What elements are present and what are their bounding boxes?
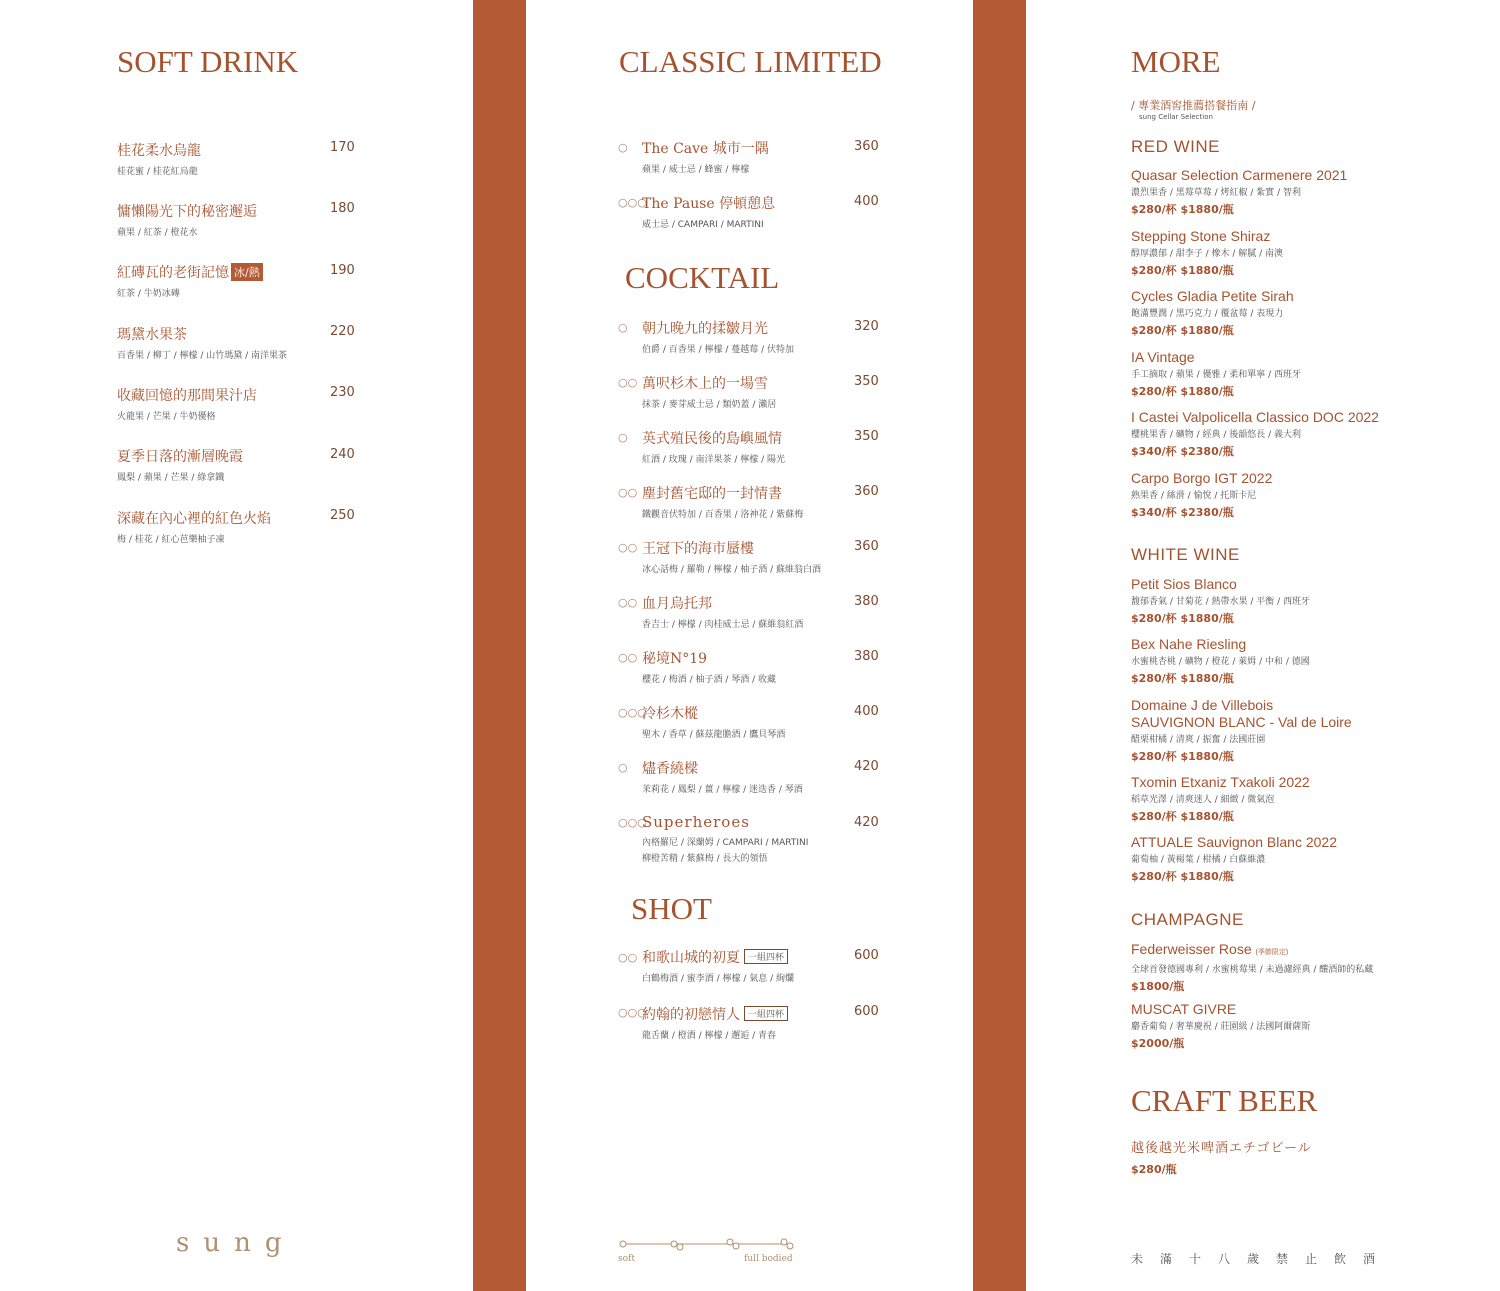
item-name: 約翰的初戀情人 [642,1007,740,1023]
item-name: 冷杉木樅 [642,706,698,722]
item-name: 朝九晚九的揉皺月光 [642,321,768,337]
item-name: Superheroes [642,813,750,831]
item-name: 萬呎杉木上的一場雪 [642,376,768,392]
item-name: The Cave 城市一隅 [642,141,769,157]
menu-item [117,508,271,545]
wine-name: I Castei Valpolicella Classico DOC 2022 [1131,409,1379,425]
menu-item [642,813,808,864]
wine-name: ATTUALE Sauvignon Blanc 2022 [1131,834,1337,850]
more-subtitle: / 專業酒窖推薦搭餐指南 / [1131,99,1256,112]
wine-item [1131,1001,1310,1051]
item-desc: 威士忌 / CAMPARI / MARTINI [642,220,764,230]
legend-soft-label: soft [618,1254,635,1264]
item-name: 和歌山城的初夏 [642,950,740,966]
wine-price: $280/杯 $1880/瓶 [1131,672,1234,685]
hot-cold-badge: 冰/熱 [231,263,263,281]
wine-desc: 濃烈果香 / 黑莓草莓 / 烤紅椒 / 紮實 / 智利 [1131,188,1302,198]
item-price: 360 [854,539,879,554]
more-subtitle-en: sung Cellar Selection [1139,113,1213,121]
item-name: 瑪黛水果茶 [117,327,187,343]
item-desc: 聖木 / 香草 / 蘇茲龍膽酒 / 鷹貝琴酒 [642,730,786,740]
body-marker-icon: ○○ [618,376,638,389]
item-desc: 火龍果 / 芒果 / 牛奶優格 [117,412,216,422]
item-name: 收藏回憶的那間果汁店 [117,388,257,404]
classic-limited-title: CLASSIC LIMITED [619,44,882,79]
cocktail-title: COCKTAIL [625,260,780,295]
white-wine-title: WHITE WINE [1131,545,1240,564]
wine-price: $280/杯 $1880/瓶 [1131,870,1234,883]
wine-item [1131,349,1301,399]
menu-item [642,703,785,740]
wine-desc: 麝香葡萄 / 奢華慶祝 / 莊園級 / 法國阿爾薩斯 [1131,1022,1311,1032]
item-name: 慵懶陽光下的秘密邂逅 [117,204,257,220]
wine-item [1131,941,1373,994]
beer-name: 越後越光米啤酒エチゴビール [1131,1141,1312,1156]
item-price: 600 [854,948,879,963]
wine-item [1131,288,1294,338]
body-scale-legend [618,1236,798,1266]
item-price: 350 [854,374,879,389]
item-name: 桂花柔水烏龍 [117,143,201,159]
wine-desc: 水蜜桃杏桃 / 礦物 / 橙花 / 萊姆 / 中和 / 德國 [1131,657,1310,667]
item-desc: 紅茶 / 牛奶冰磚 [117,289,180,299]
item-price: 360 [854,484,879,499]
item-name: 深藏在內心裡的紅色火焰 [117,511,271,527]
beer-item [1131,1137,1312,1177]
divider-band-right [973,0,1026,1291]
body-marker-icon: ○ [618,431,628,444]
menu-item [642,538,821,575]
item-name: 英式殖民後的島嶼風情 [642,431,782,447]
item-price: 420 [854,759,879,774]
wine-price: $280/杯 $1880/瓶 [1131,324,1234,337]
wine-name: IA Vintage [1131,349,1195,365]
wine-name-line2: SAUVIGNON BLANC - Val de Loire [1131,714,1352,730]
craft-beer-title: CRAFT BEER [1131,1083,1318,1118]
menu-item [117,201,257,238]
item-desc: 冰心話梅 / 羅勒 / 檸檬 / 柚子酒 / 蘇維翁白酒 [642,565,822,575]
item-price: 400 [854,704,879,719]
body-marker-icon: ○○ [618,651,638,664]
item-name: The Pause 停頓憩息 [642,196,776,212]
item-desc: 櫻花 / 梅酒 / 柚子酒 / 琴酒 / 收藏 [642,675,777,685]
menu-item [117,140,201,177]
wine-name: Stepping Stone Shiraz [1131,228,1271,244]
body-scale-line-icon [618,1236,798,1254]
wine-desc: 飽滿豐潤 / 黑巧克力 / 覆盆莓 / 表現力 [1131,309,1284,319]
menu-item [117,262,263,299]
item-desc: 蘋果 / 紅茶 / 橙花水 [117,228,198,238]
item-desc: 白鶴梅酒 / 蜜李酒 / 檸檬 / 氣息 / 絢爛 [642,974,795,984]
wine-name: Bex Nahe Riesling [1131,636,1247,652]
item-price: 350 [854,429,879,444]
wine-desc: 熟果香 / 絲滑 / 愉悅 / 托斯卡尼 [1131,491,1257,501]
wine-item [1131,167,1347,217]
item-price: 360 [854,139,879,154]
item-price: 400 [854,194,879,209]
item-name: 燼香繞樑 [642,761,698,777]
wine-desc: 葡萄柚 / 黃楊葉 / 柑橘 / 白蘇維濃 [1131,855,1266,865]
red-wine-title: RED WINE [1131,137,1220,156]
item-desc: 桂花蜜 / 桂花紅烏龍 [117,167,198,177]
item-price: 320 [854,319,879,334]
wine-name: Txomin Etxaniz Txakoli 2022 [1131,774,1310,790]
item-name: 紅磚瓦的老街記憶 [117,265,229,281]
item-price: 220 [330,324,355,339]
age-notice: 未滿十八歲禁止飲酒 [1131,1252,1393,1266]
body-marker-icon: ○○ [618,486,638,499]
soft-drink-title: SOFT DRINK [117,44,299,79]
wine-item [1131,470,1272,520]
item-price: 170 [330,140,355,155]
set-badge: 一組四杯 [744,1006,788,1021]
wine-price: $280/杯 $1880/瓶 [1131,612,1234,625]
wine-price: $340/杯 $2380/瓶 [1131,506,1234,519]
item-name: 王冠下的海市蜃樓 [642,541,754,557]
divider-band-left [473,0,526,1291]
seasonal-note: (季節限定) [1255,949,1289,956]
wine-price: $1800/瓶 [1131,980,1185,993]
wine-price: $280/杯 $1880/瓶 [1131,203,1234,216]
more-title: MORE [1131,44,1221,79]
wine-item [1131,228,1283,278]
wine-desc: 櫻桃果香 / 礦物 / 經典 / 後韻悠長 / 義大利 [1131,430,1302,440]
wine-name: Federweisser Rose [1131,941,1252,957]
menu-item [117,446,243,483]
menu-item [642,193,775,230]
item-desc: 香吉士 / 檸檬 / 肉桂威士忌 / 蘇維翁紅酒 [642,620,804,630]
beer-price: $280/瓶 [1131,1163,1177,1176]
set-badge: 一組四杯 [744,949,788,964]
menu-item [642,428,785,465]
wine-name: Carpo Borgo IGT 2022 [1131,470,1273,486]
item-price: 250 [330,508,355,523]
wine-item [1131,834,1337,884]
wine-desc: 手工摘取 / 蘋果 / 優雅 / 柔和單寧 / 西班牙 [1131,370,1302,380]
wine-item [1131,697,1352,764]
menu-item [642,648,776,685]
body-marker-icon: ○○ [618,951,638,964]
item-price: 180 [330,201,355,216]
champagne-title: CHAMPAGNE [1131,910,1244,929]
wine-desc: 全球首發德國專利 / 水蜜桃莓果 / 未過濾經典 / 釀酒師的私藏 [1131,965,1374,975]
item-price: 600 [854,1004,879,1019]
menu-item [642,593,803,630]
body-marker-icon: ○○○ [618,816,647,829]
wine-desc: 醋栗柑橘 / 清爽 / 振奮 / 法國莊園 [1131,735,1266,745]
wine-name: MUSCAT GIVRE [1131,1001,1237,1017]
wine-desc: 醇厚濃郁 / 甜李子 / 橡木 / 解膩 / 南澳 [1131,249,1284,259]
menu-item [642,758,803,795]
wine-desc: 稻草光澤 / 清爽迷人 / 細緻 / 微氣泡 [1131,795,1275,805]
item-price: 380 [854,594,879,609]
body-marker-icon: ○○○ [618,1006,647,1019]
wine-item [1131,636,1310,686]
wine-desc: 馥郁香氣 / 甘菊花 / 熱帶水果 / 平衡 / 西班牙 [1131,597,1311,607]
item-desc: 內格羅尼 / 深蘭姆 / CAMPARI / MARTINI [642,838,809,848]
wine-price: $340/杯 $2380/瓶 [1131,445,1234,458]
wine-price: $280/杯 $1880/瓶 [1131,750,1234,763]
menu-item [642,947,794,984]
item-price: 420 [854,815,879,830]
legend-full-label: full bodied [744,1254,793,1264]
menu-item [117,385,257,422]
menu-item [117,324,287,361]
item-name: 秘境N°19 [642,651,708,667]
item-name: 夏季日落的漸層晚霞 [117,449,243,465]
body-marker-icon: ○○○ [618,706,647,719]
brand-logo: sung [176,1228,296,1258]
wine-name: Petit Sios Blanco [1131,576,1237,592]
item-desc: 鳳梨 / 蘋果 / 芒果 / 綠拿鐵 [117,473,225,483]
body-marker-icon: ○○○ [618,196,647,209]
menu-item [642,483,803,520]
item-name: 塵封舊宅邸的一封情書 [642,486,782,502]
item-price: 380 [854,649,879,664]
item-desc: 抹茶 / 麥芽威士忌 / 類奶蓋 / 瀨居 [642,400,777,410]
shot-title: SHOT [631,891,712,926]
item-desc: 梅 / 桂花 / 紅心芭樂柚子凍 [117,535,225,545]
item-desc: 茉莉花 / 鳳梨 / 薑 / 檸檬 / 迷迭香 / 琴酒 [642,785,803,795]
item-price: 190 [330,263,355,278]
body-marker-icon: ○ [618,761,628,774]
menu-item [642,138,769,175]
menu-item [642,373,776,410]
item-name: 血月烏托邦 [642,596,712,612]
item-desc: 龍舌蘭 / 橙酒 / 檸檬 / 邂逅 / 青春 [642,1031,777,1041]
wine-item [1131,576,1310,626]
wine-price: $280/杯 $1880/瓶 [1131,385,1234,398]
body-marker-icon: ○ [618,141,628,154]
menu-item [642,318,794,355]
item-desc: 紅酒 / 玫瑰 / 南洋果茶 / 檸檬 / 陽光 [642,455,786,465]
item-desc: 伯爵 / 百香果 / 檸檬 / 蔓越莓 / 伏特加 [642,345,795,355]
wine-name: Domaine J de Villebois [1131,697,1274,713]
wine-name: Quasar Selection Carmenere 2021 [1131,167,1348,183]
item-price: 240 [330,447,355,462]
item-desc: 鐵觀音伏特加 / 百香果 / 洛神花 / 紫蘇梅 [642,510,804,520]
wine-item [1131,409,1379,459]
menu-item [642,1004,788,1041]
wine-price: $2000/瓶 [1131,1037,1185,1050]
item-desc-line2: 柳橙苦精 / 紫蘇梅 / 長大的領悟 [642,854,768,864]
wine-item [1131,774,1310,824]
wine-name: Cycles Gladia Petite Sirah [1131,288,1294,304]
body-marker-icon: ○○ [618,541,638,554]
wine-price: $280/杯 $1880/瓶 [1131,810,1234,823]
item-price: 230 [330,385,355,400]
wine-price: $280/杯 $1880/瓶 [1131,264,1234,277]
body-marker-icon: ○○ [618,596,638,609]
body-marker-icon: ○ [618,321,628,334]
item-desc: 百香果 / 柳丁 / 檸檬 / 山竹瑪黛 / 南洋果茶 [117,351,288,361]
item-desc: 蘋果 / 威士忌 / 蜂蜜 / 檸檬 [642,165,750,175]
